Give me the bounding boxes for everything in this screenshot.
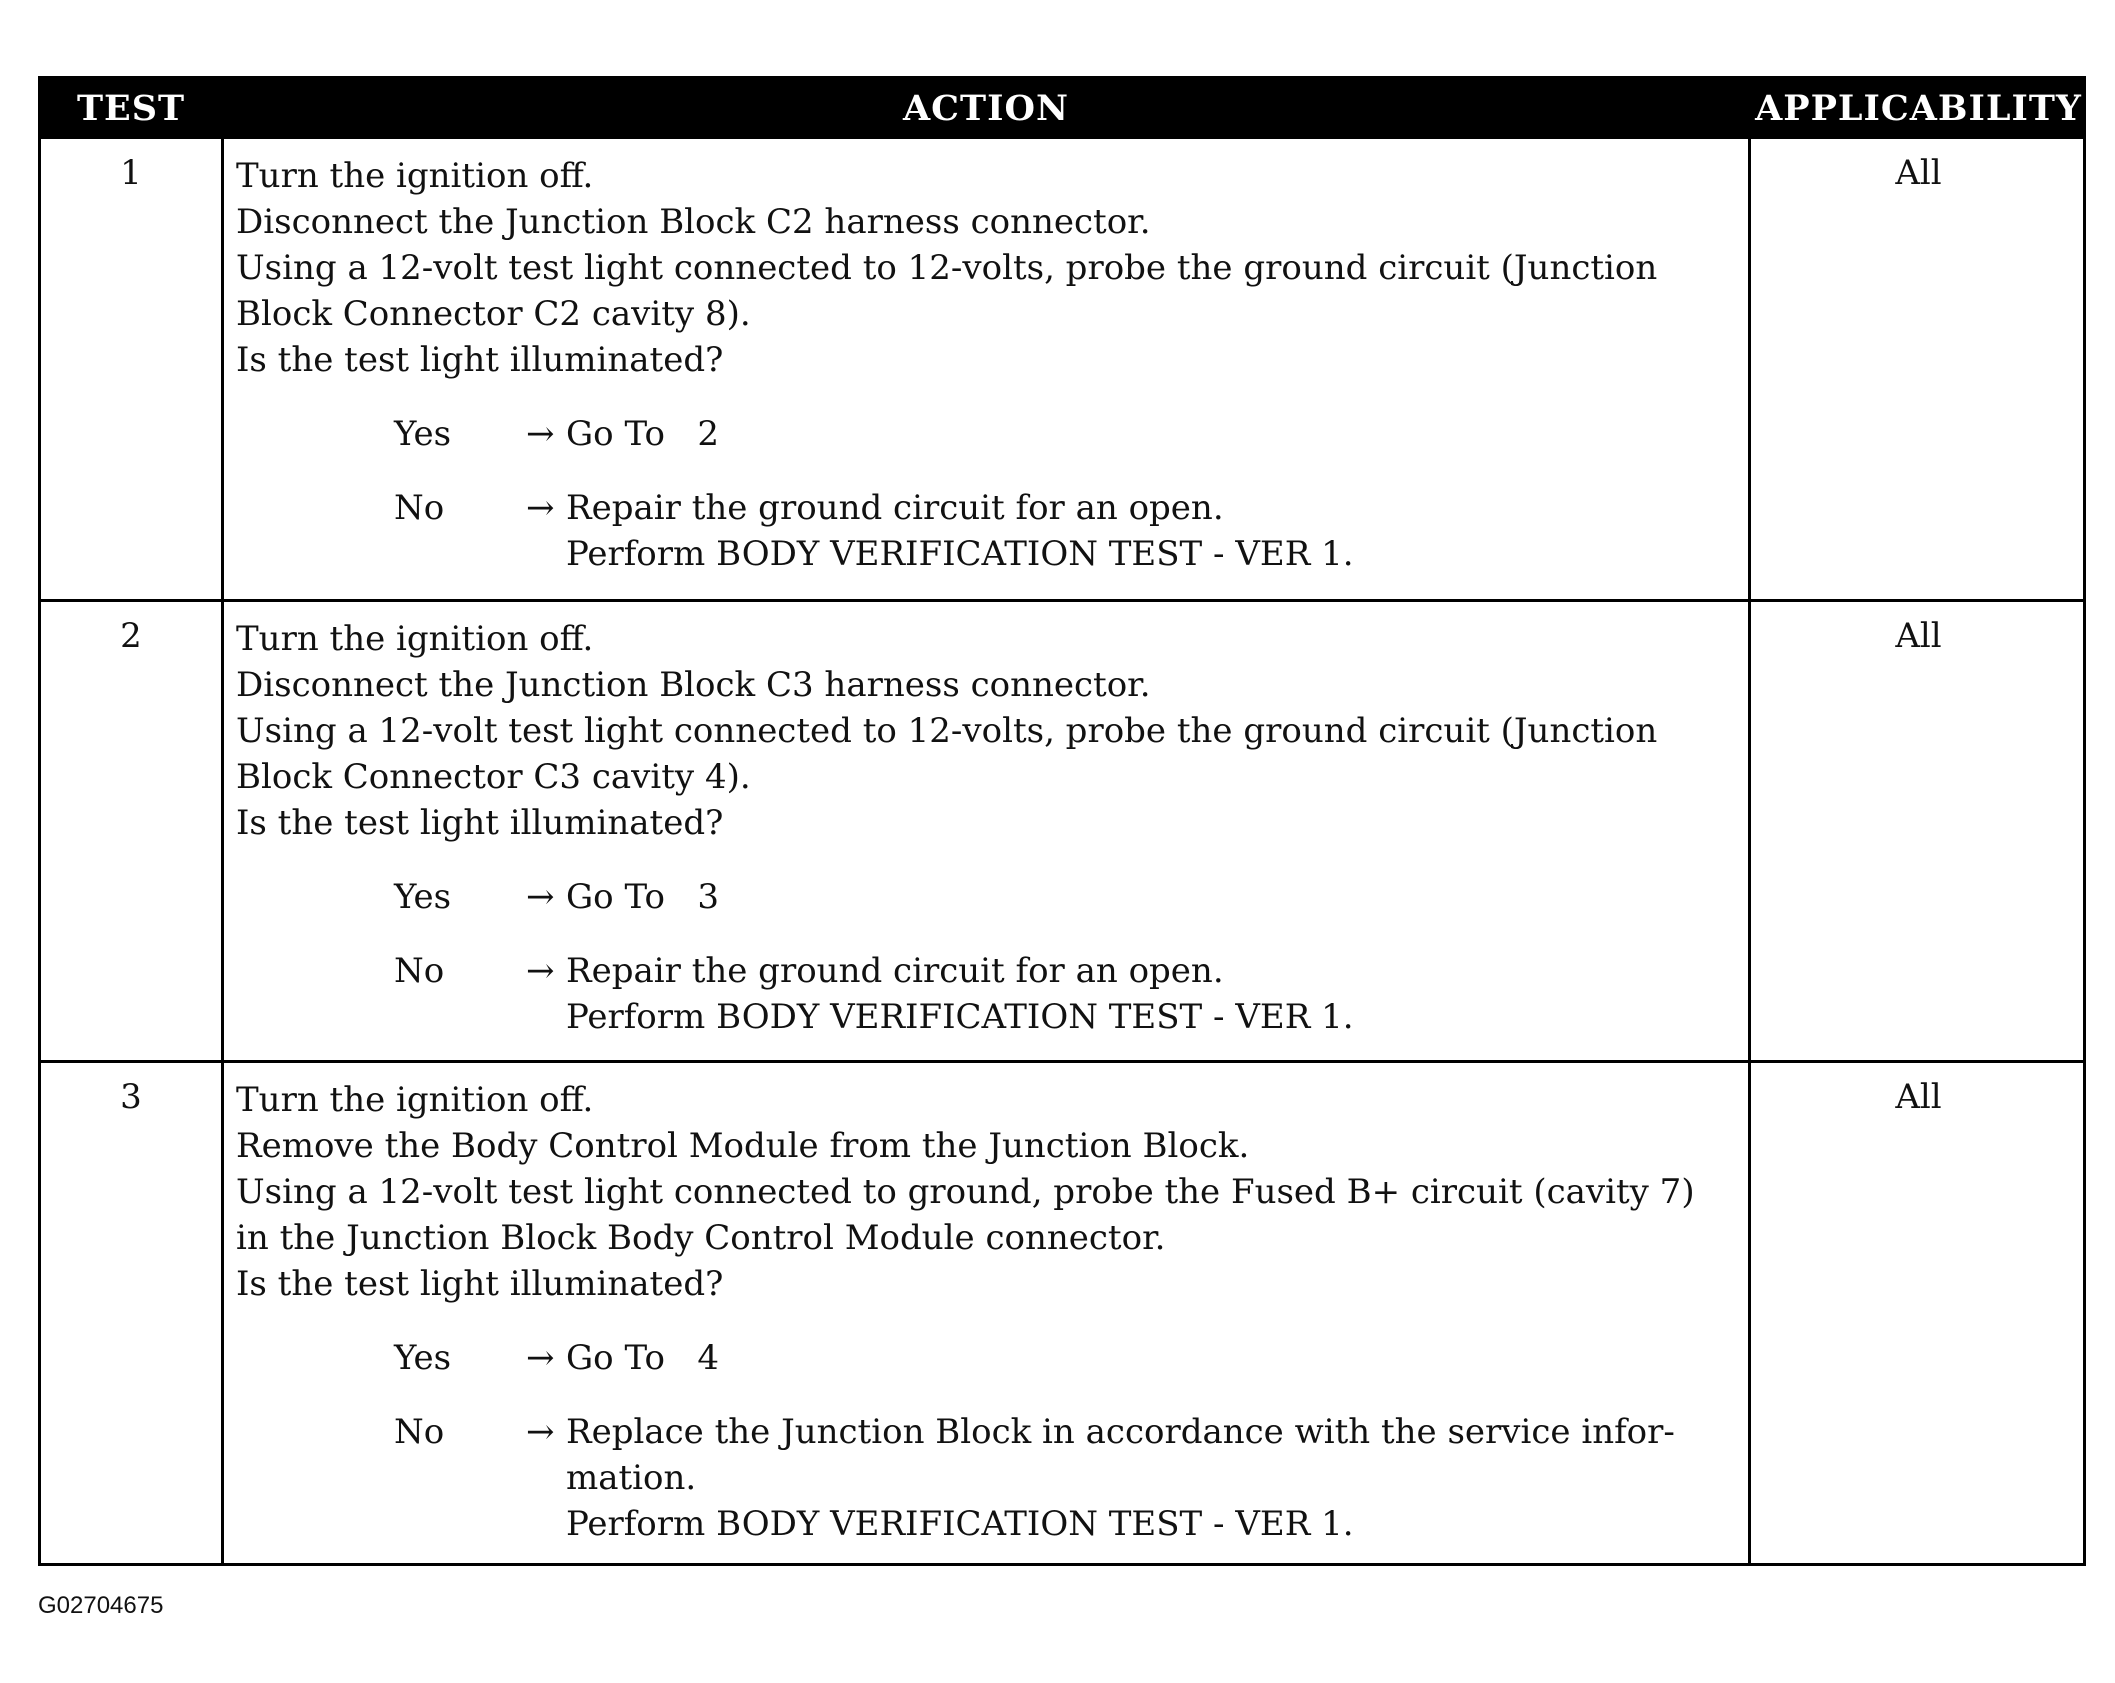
header-action: ACTION <box>903 88 1069 129</box>
action-step: Disconnect the Junction Block C2 harness connector. <box>236 202 1151 242</box>
arrow-right-icon: → <box>526 414 555 454</box>
action-step: Is the test light illuminated? <box>236 803 724 843</box>
action-step: Using a 12-volt test light connected to 12-volts, probe the ground circuit (Junction <box>236 711 1658 751</box>
yes-branch <box>236 1335 1736 1381</box>
action-step: in the Junction Block Body Control Module connector. <box>236 1218 1166 1258</box>
action-step: Is the test light illuminated? <box>236 340 724 380</box>
yes-branch <box>236 874 1736 920</box>
table-row <box>41 139 2083 599</box>
action-step: Turn the ignition off. <box>236 156 594 196</box>
no-result: Repair the ground circuit for an open. <box>566 488 1224 528</box>
no-result: Perform BODY VERIFICATION TEST - VER 1. <box>566 997 1354 1037</box>
no-result: Perform BODY VERIFICATION TEST - VER 1. <box>566 534 1354 574</box>
yes-label: Yes <box>394 1338 452 1378</box>
yes-label: Yes <box>394 414 452 454</box>
no-branch <box>236 485 1736 577</box>
no-result: Replace the Junction Block in accordance with the service infor- <box>566 1412 1675 1452</box>
applicability-value: All <box>1895 1077 1942 1117</box>
no-result: Perform BODY VERIFICATION TEST - VER 1. <box>566 1504 1354 1544</box>
action-step: Block Connector C3 cavity 4). <box>236 757 751 797</box>
arrow-right-icon: → <box>526 488 555 528</box>
header-test: TEST <box>76 88 186 129</box>
figure-id: G02704675 <box>38 1592 164 1619</box>
header-applicability: APPLICABILITY <box>1755 88 2082 129</box>
action-step: Is the test light illuminated? <box>236 1264 724 1304</box>
diagnostic-test-table <box>38 76 2086 1566</box>
table-row <box>41 599 2083 1060</box>
no-label: No <box>394 951 445 991</box>
action-step: Using a 12-volt test light connected to ground, probe the Fused B+ circuit (cavity 7) <box>236 1172 1695 1212</box>
yes-result: Go To 2 <box>566 414 719 454</box>
action-step: Turn the ignition off. <box>236 619 594 659</box>
action-cell <box>236 616 1736 1040</box>
arrow-right-icon: → <box>526 1412 555 1452</box>
action-step: Remove the Body Control Module from the Junction Block. <box>236 1126 1250 1166</box>
action-cell <box>236 1077 1736 1547</box>
arrow-right-icon: → <box>526 877 555 917</box>
action-step: Disconnect the Junction Block C3 harness connector. <box>236 665 1151 705</box>
no-branch <box>236 948 1736 1040</box>
arrow-right-icon: → <box>526 951 555 991</box>
action-cell <box>236 153 1736 577</box>
test-number: 3 <box>120 1077 142 1117</box>
no-result: mation. <box>566 1458 697 1498</box>
no-label: No <box>394 488 445 528</box>
table-header <box>41 79 2083 139</box>
applicability-value: All <box>1895 616 1942 656</box>
table-row <box>41 1060 2083 1563</box>
test-number: 1 <box>120 153 142 193</box>
applicability-value: All <box>1895 153 1942 193</box>
yes-result: Go To 4 <box>566 1338 719 1378</box>
action-step: Turn the ignition off. <box>236 1080 594 1120</box>
no-result: Repair the ground circuit for an open. <box>566 951 1224 991</box>
test-number: 2 <box>120 616 142 656</box>
no-branch <box>236 1409 1736 1547</box>
yes-label: Yes <box>394 877 452 917</box>
no-label: No <box>394 1412 445 1452</box>
action-step: Block Connector C2 cavity 8). <box>236 294 751 334</box>
arrow-right-icon: → <box>526 1338 555 1378</box>
yes-branch <box>236 411 1736 457</box>
action-step: Using a 12-volt test light connected to 12-volts, probe the ground circuit (Junction <box>236 248 1658 288</box>
yes-result: Go To 3 <box>566 877 719 917</box>
